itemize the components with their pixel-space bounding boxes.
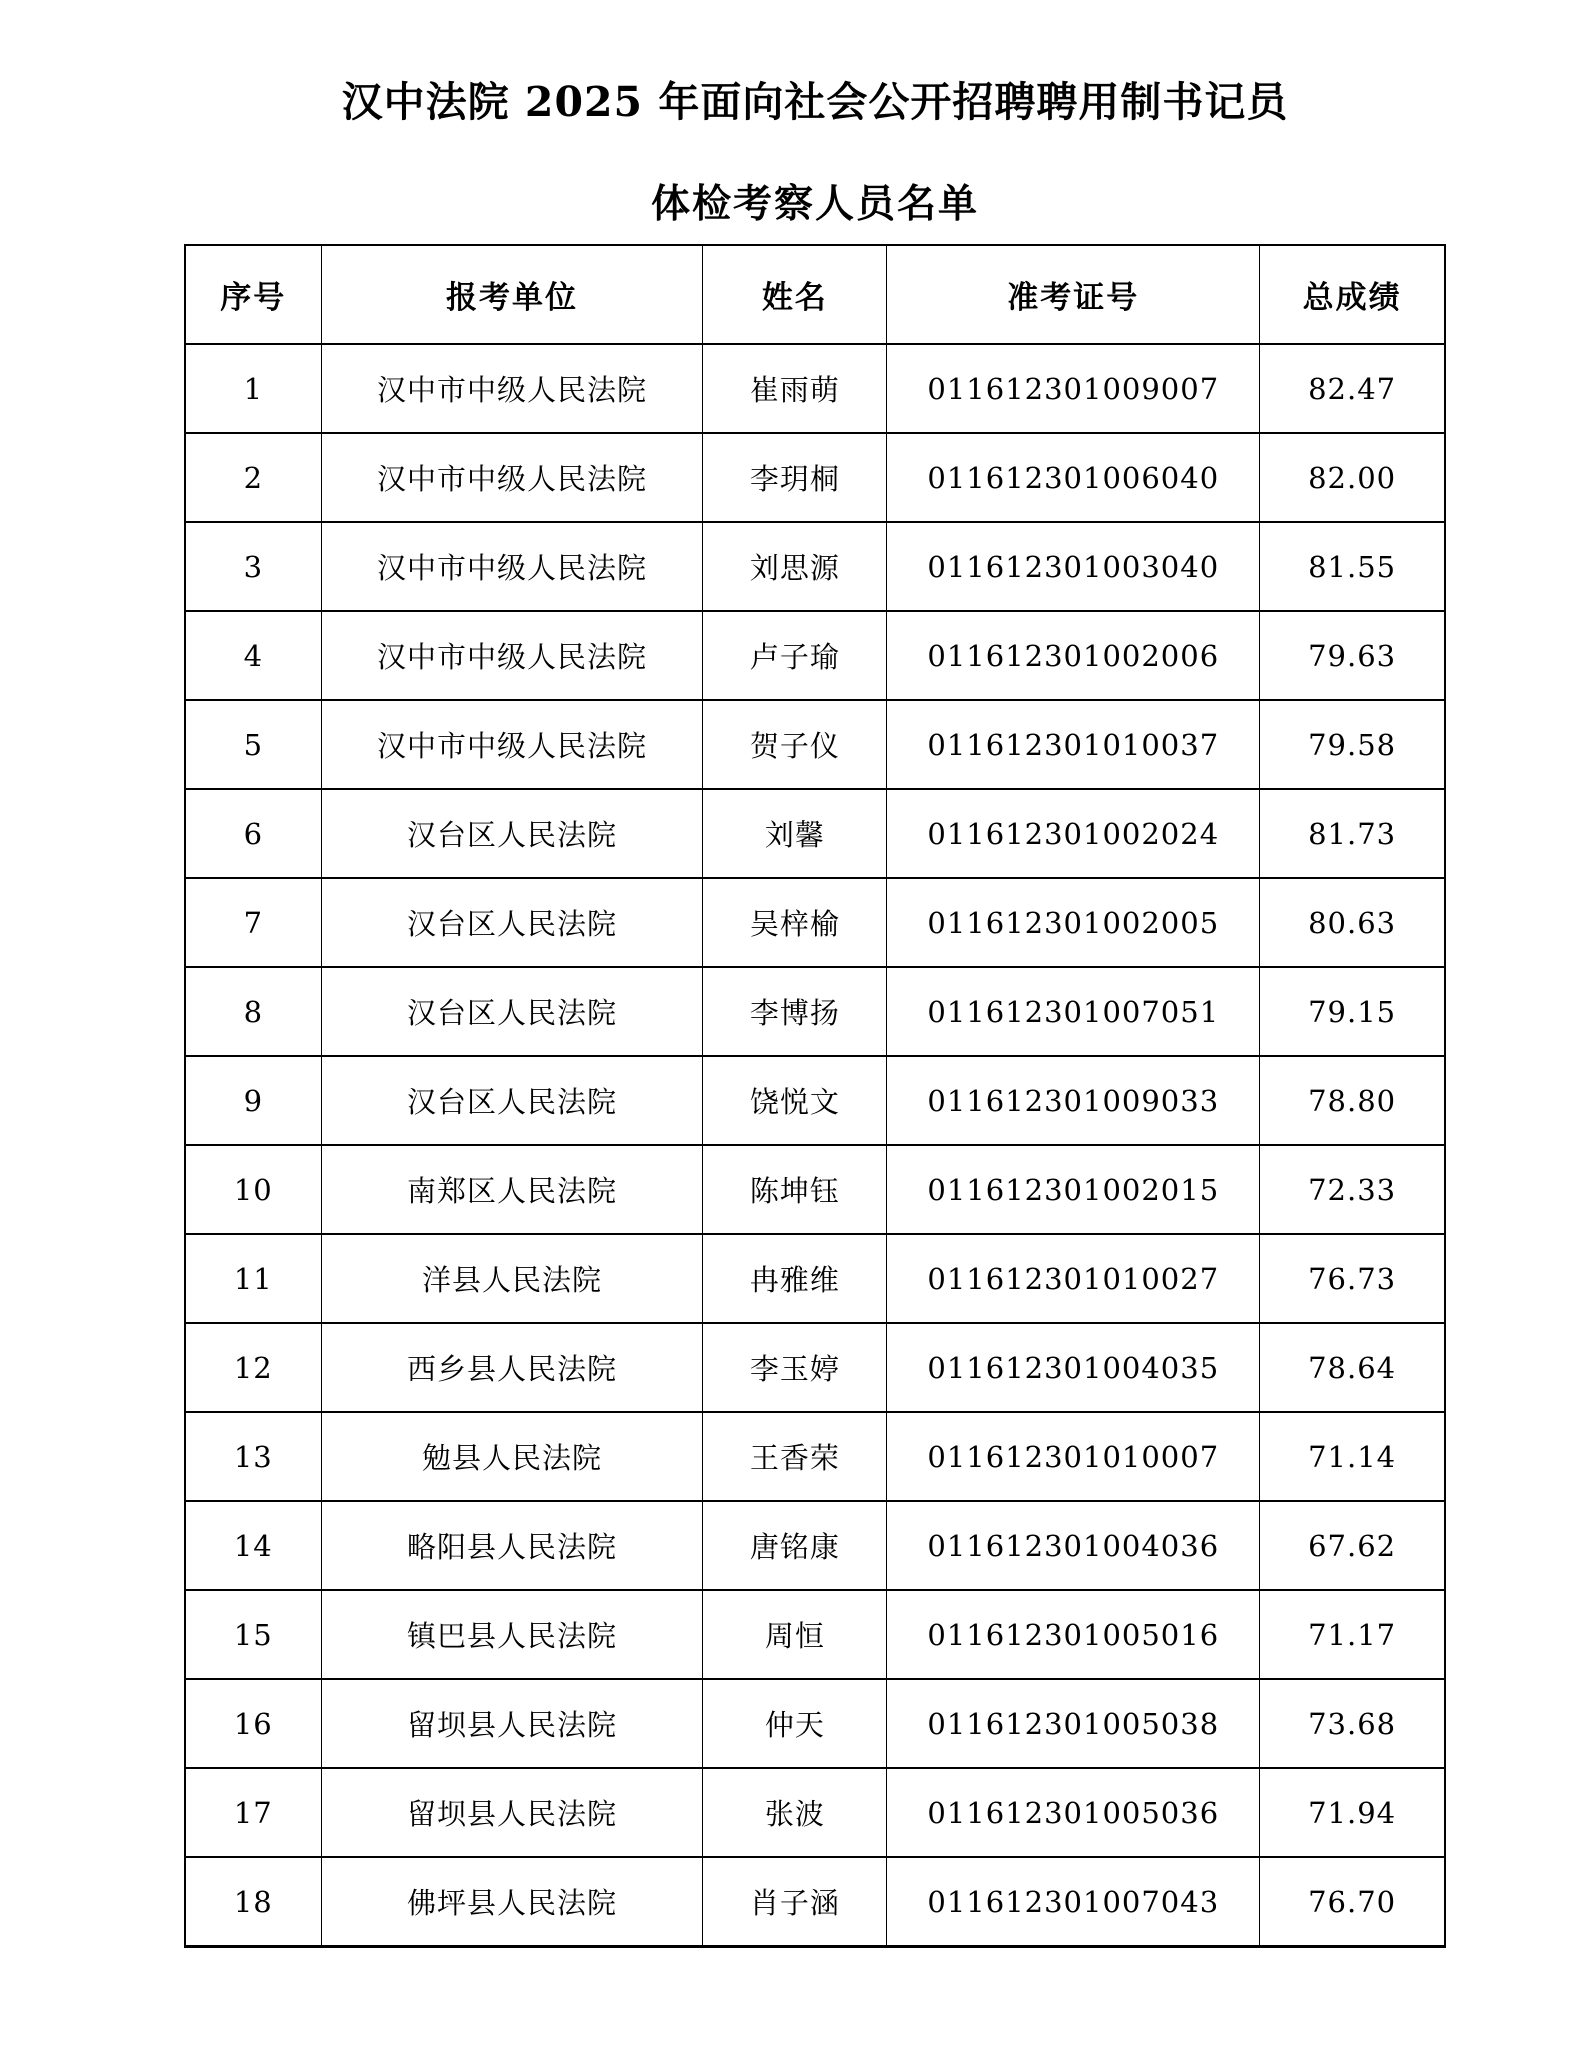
table-cell-name: 陈坤钰: [703, 1145, 887, 1234]
table-cell-ticket: 011612301004035: [887, 1323, 1260, 1412]
table-row: [185, 1590, 1445, 1679]
table-cell-name: 贺子仪: [703, 700, 887, 789]
table-cell-no: 1: [185, 344, 321, 433]
table-cell-no: 17: [185, 1768, 321, 1857]
table-cell-score: 79.58: [1260, 700, 1445, 789]
table-cell-unit: 略阳县人民法院: [321, 1501, 703, 1590]
table-row: [185, 1145, 1445, 1234]
table-cell-score: 78.80: [1260, 1056, 1445, 1145]
table-cell-no: 9: [185, 1056, 321, 1145]
col-header-score: 总成绩: [1260, 245, 1445, 344]
table-cell-name: 冉雅维: [703, 1234, 887, 1323]
table-cell-ticket: 011612301005036: [887, 1768, 1260, 1857]
table-cell-score: 82.00: [1260, 433, 1445, 522]
col-header-no: 序号: [185, 245, 321, 344]
table-cell-unit: 汉台区人民法院: [321, 789, 703, 878]
table-cell-no: 15: [185, 1590, 321, 1679]
table-cell-name: 崔雨萌: [703, 344, 887, 433]
table-cell-name: 刘思源: [703, 522, 887, 611]
table-cell-unit: 镇巴县人民法院: [321, 1590, 703, 1679]
table-cell-no: 13: [185, 1412, 321, 1501]
table-cell-ticket: 011612301006040: [887, 433, 1260, 522]
table-cell-name: 王香荣: [703, 1412, 887, 1501]
table-cell-unit: 佛坪县人民法院: [321, 1857, 703, 1947]
table-cell-score: 73.68: [1260, 1679, 1445, 1768]
table-cell-no: 14: [185, 1501, 321, 1590]
table-cell-unit: 汉中市中级人民法院: [321, 344, 703, 433]
candidate-table: [184, 244, 1446, 1948]
table-cell-score: 82.47: [1260, 344, 1445, 433]
table-cell-unit: 汉台区人民法院: [321, 1056, 703, 1145]
table-cell-no: 7: [185, 878, 321, 967]
table-header-row: [185, 245, 1445, 344]
table-cell-score: 76.73: [1260, 1234, 1445, 1323]
table-cell-ticket: 011612301002024: [887, 789, 1260, 878]
table-cell-unit: 洋县人民法院: [321, 1234, 703, 1323]
table-cell-name: 仲天: [703, 1679, 887, 1768]
table-cell-no: 16: [185, 1679, 321, 1768]
table-cell-unit: 汉中市中级人民法院: [321, 522, 703, 611]
table-cell-unit: 汉中市中级人民法院: [321, 611, 703, 700]
table-row: [185, 1056, 1445, 1145]
table-cell-score: 76.70: [1260, 1857, 1445, 1947]
table-cell-no: 3: [185, 522, 321, 611]
table-cell-name: 卢子瑜: [703, 611, 887, 700]
table-cell-unit: 留坝县人民法院: [321, 1768, 703, 1857]
table-cell-score: 71.14: [1260, 1412, 1445, 1501]
table-cell-score: 67.62: [1260, 1501, 1445, 1590]
table-cell-ticket: 011612301005038: [887, 1679, 1260, 1768]
table-cell-ticket: 011612301007051: [887, 967, 1260, 1056]
table-cell-ticket: 011612301003040: [887, 522, 1260, 611]
table-cell-unit: 汉中市中级人民法院: [321, 433, 703, 522]
table-cell-ticket: 011612301010027: [887, 1234, 1260, 1323]
table-cell-unit: 汉中市中级人民法院: [321, 700, 703, 789]
table-cell-unit: 西乡县人民法院: [321, 1323, 703, 1412]
table-row: [185, 1501, 1445, 1590]
table-cell-score: 72.33: [1260, 1145, 1445, 1234]
table-row: [185, 878, 1445, 967]
table-cell-no: 8: [185, 967, 321, 1056]
col-header-unit: 报考单位: [321, 245, 703, 344]
table-cell-name: 刘馨: [703, 789, 887, 878]
table-cell-name: 李博扬: [703, 967, 887, 1056]
table-cell-ticket: 011612301009007: [887, 344, 1260, 433]
table-row: [185, 1412, 1445, 1501]
table-cell-score: 80.63: [1260, 878, 1445, 967]
table-cell-no: 5: [185, 700, 321, 789]
table-row: [185, 611, 1445, 700]
table-body: [185, 344, 1445, 1947]
table-cell-score: 71.94: [1260, 1768, 1445, 1857]
col-header-name: 姓名: [703, 245, 887, 344]
table-cell-score: 79.15: [1260, 967, 1445, 1056]
table-cell-no: 12: [185, 1323, 321, 1412]
table-row: [185, 967, 1445, 1056]
table-cell-score: 78.64: [1260, 1323, 1445, 1412]
col-header-ticket: 准考证号: [887, 245, 1260, 344]
table-cell-ticket: 011612301007043: [887, 1857, 1260, 1947]
table-cell-ticket: 011612301010007: [887, 1412, 1260, 1501]
document-page: [184, 0, 1446, 1948]
table-cell-unit: 勉县人民法院: [321, 1412, 703, 1501]
table-cell-ticket: 011612301010037: [887, 700, 1260, 789]
table-cell-ticket: 011612301002006: [887, 611, 1260, 700]
page-title: 汉中法院 2025 年面向社会公开招聘聘用制书记员: [341, 78, 1289, 126]
table-row: [185, 344, 1445, 433]
table-row: [185, 1857, 1445, 1947]
table-row: [185, 1323, 1445, 1412]
table-cell-score: 81.73: [1260, 789, 1445, 878]
table-cell-score: 81.55: [1260, 522, 1445, 611]
table-cell-no: 4: [185, 611, 321, 700]
table-cell-ticket: 011612301004036: [887, 1501, 1260, 1590]
table-row: [185, 522, 1445, 611]
table-cell-no: 11: [185, 1234, 321, 1323]
table-cell-no: 2: [185, 433, 321, 522]
table-cell-unit: 汉台区人民法院: [321, 967, 703, 1056]
table-cell-name: 饶悦文: [703, 1056, 887, 1145]
page-subtitle: 体检考察人员名单: [650, 181, 979, 227]
table-row: [185, 789, 1445, 878]
title-block: [184, 0, 1446, 230]
table-cell-no: 10: [185, 1145, 321, 1234]
table-cell-name: 李玉婷: [703, 1323, 887, 1412]
table-cell-name: 吴梓榆: [703, 878, 887, 967]
table-cell-ticket: 011612301005016: [887, 1590, 1260, 1679]
table-cell-unit: 汉台区人民法院: [321, 878, 703, 967]
table-cell-ticket: 011612301002005: [887, 878, 1260, 967]
table-cell-unit: 留坝县人民法院: [321, 1679, 703, 1768]
table-cell-name: 张波: [703, 1768, 887, 1857]
table-cell-score: 79.63: [1260, 611, 1445, 700]
table-row: [185, 433, 1445, 522]
table-row: [185, 700, 1445, 789]
table-cell-score: 71.17: [1260, 1590, 1445, 1679]
table-cell-name: 李玥桐: [703, 433, 887, 522]
table-cell-no: 6: [185, 789, 321, 878]
table-cell-name: 周恒: [703, 1590, 887, 1679]
table-cell-ticket: 011612301009033: [887, 1056, 1260, 1145]
table-row: [185, 1768, 1445, 1857]
table-cell-name: 唐铭康: [703, 1501, 887, 1590]
table-cell-name: 肖子涵: [703, 1857, 887, 1947]
table-cell-no: 18: [185, 1857, 321, 1947]
table-row: [185, 1679, 1445, 1768]
table-row: [185, 1234, 1445, 1323]
table-cell-unit: 南郑区人民法院: [321, 1145, 703, 1234]
table-cell-ticket: 011612301002015: [887, 1145, 1260, 1234]
